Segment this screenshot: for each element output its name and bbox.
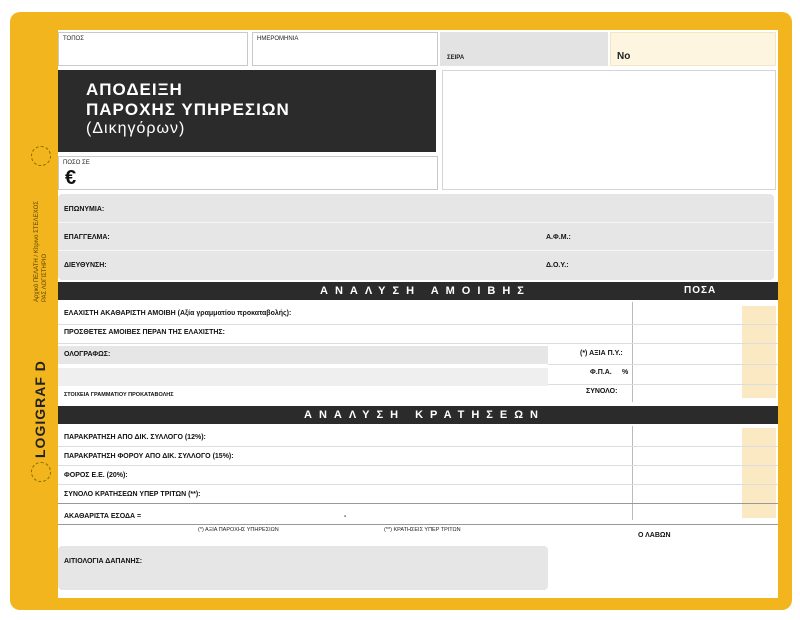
- date-label: ΗΜΕΡΟΜΗΝΙΑ: [257, 36, 299, 42]
- number-field[interactable]: [610, 32, 776, 66]
- receipt-form: [58, 30, 778, 598]
- client-afm-label: Α.Φ.Μ.:: [546, 234, 571, 241]
- title-line-1: ΑΠΟΔΕΙΞΗ: [86, 80, 183, 99]
- words-field-line2[interactable]: [58, 368, 548, 386]
- brand-logo: LOGIGRAF D: [32, 360, 48, 458]
- withholding-column-divider: [632, 426, 633, 520]
- amounts-header: ΠΟΣΑ: [684, 285, 717, 296]
- expense-reason-label: ΑΙΤΙΟΛΟΓΙΑ ΔΑΠΑΝΗΣ:: [64, 558, 143, 565]
- amount-box[interactable]: [58, 156, 438, 190]
- series-field[interactable]: [440, 32, 608, 66]
- title-line-2: ΠΑΡΟΧΗΣ ΥΠΗΡΕΣΙΩΝ: [86, 100, 290, 119]
- client-doy-label: Δ.Ο.Υ.:: [546, 262, 569, 269]
- net-income-dash: -: [344, 513, 347, 520]
- copies-note: Αρχικό ΠΕΛΑΤΗ / Κίτρινο ΣΤΕΛΕΧΟΣ: [34, 201, 40, 302]
- fee-row-minimum: ΕΛΑΧΙΣΤΗ ΑΚΑΘΑΡΙΣΤΗ ΑΜΟΙΒΗ (Αξία γραμματίου προκαταβολής):: [64, 310, 292, 317]
- client-profession-label: ΕΠΑΓΓΕΛΜΑ:: [64, 234, 110, 241]
- vat-percent: %: [622, 369, 629, 376]
- total-label: ΣΥΝΟΛΟ:: [586, 388, 618, 395]
- client-address-label: ΔΙΕΥΘΥΝΣΗ:: [64, 262, 107, 269]
- footnote-third-party: (**) ΚΡΑΤΗΣΕΙΣ ΥΠΕΡ ΤΡΙΤΩΝ: [384, 527, 461, 533]
- vat-label: Φ.Π.Α.: [590, 369, 612, 376]
- number-label: No: [617, 51, 631, 62]
- title-block: [58, 70, 436, 152]
- receiver-label: Ο ΛΑΒΩΝ: [638, 532, 671, 539]
- title-line-3: (Δικηγόρων): [86, 120, 186, 137]
- net-income-label: ΑΚΑΘΑΡΙΣΤΑ ΕΣΟΔΑ =: [64, 513, 142, 520]
- copies-note-2: ΡΑΣ ΛΟΓΙΣΤΗΡΙΟ: [42, 253, 48, 302]
- withholding-row-eu-tax: ΦΟΡΟΣ Ε.Ε. (20%):: [64, 472, 128, 479]
- issuer-stamp-area[interactable]: [442, 70, 776, 190]
- footnote-service-value: (*) ΑΞΙΑ ΠΑΡΟΧΗΣ ΥΠΗΡΕΣΙΩΝ: [198, 527, 279, 533]
- withholding-row-total: ΣΥΝΟΛΟ ΚΡΑΤΗΣΕΩΝ ΥΠΕΡ ΤΡΙΤΩΝ (**):: [64, 491, 201, 498]
- expense-reason-field[interactable]: [58, 546, 548, 590]
- punch-hole-bottom: [31, 462, 51, 482]
- fee-column-divider: [632, 302, 633, 402]
- date-field[interactable]: [252, 32, 438, 66]
- client-name-label: ΕΠΩΝΥΜΙΑ:: [64, 206, 105, 213]
- client-panel: [58, 194, 774, 280]
- fee-section-title: ΑΝΑΛΥΣΗ ΑΜΟΙΒΗΣ: [320, 285, 531, 297]
- value-label: (*) ΑΞΙΑ Π.Υ.:: [580, 350, 623, 357]
- withholding-section-title: ΑΝΑΛΥΣΗ ΚΡΑΤΗΣΕΩΝ: [304, 409, 545, 421]
- words-field[interactable]: [58, 346, 548, 364]
- amount-box-label: ΠΟΣΟ ΣΕ: [63, 160, 90, 166]
- topos-field[interactable]: [58, 32, 248, 66]
- topos-label: ΤΟΠΟΣ: [63, 36, 84, 42]
- prepayment-stamp-label: ΣΤΟΙΧΕΙΑ ΓΡΑΜΜΑΤΙΟΥ ΠΡΟΚΑΤΑΒΟΛΗΣ: [64, 392, 174, 398]
- euro-icon: €: [65, 167, 77, 189]
- words-label: ΟΛΟΓΡΑΦΩΣ:: [64, 351, 111, 358]
- withholding-row-tax: ΠΑΡΑΚΡΑΤΗΣΗ ΦΟΡΟΥ ΑΠΟ ΔΙΚ. ΣΥΛΛΟΓΟ (15%):: [64, 453, 234, 460]
- withholding-section-header: [58, 406, 778, 424]
- fee-section-header: [58, 282, 778, 300]
- series-label: ΣΕΙΡΑ: [447, 55, 465, 61]
- withholding-row-bar: ΠΑΡΑΚΡΑΤΗΣΗ ΑΠΟ ΔΙΚ. ΣΥΛΛΟΓΟ (12%):: [64, 434, 206, 441]
- punch-hole-top: [31, 146, 51, 166]
- amount-column-withholding: [742, 428, 776, 518]
- fee-row-additional: ΠΡΟΣΘΕΤΕΣ ΑΜΟΙΒΕΣ ΠΕΡΑΝ ΤΗΣ ΕΛΑΧΙΣΤΗΣ:: [64, 329, 225, 336]
